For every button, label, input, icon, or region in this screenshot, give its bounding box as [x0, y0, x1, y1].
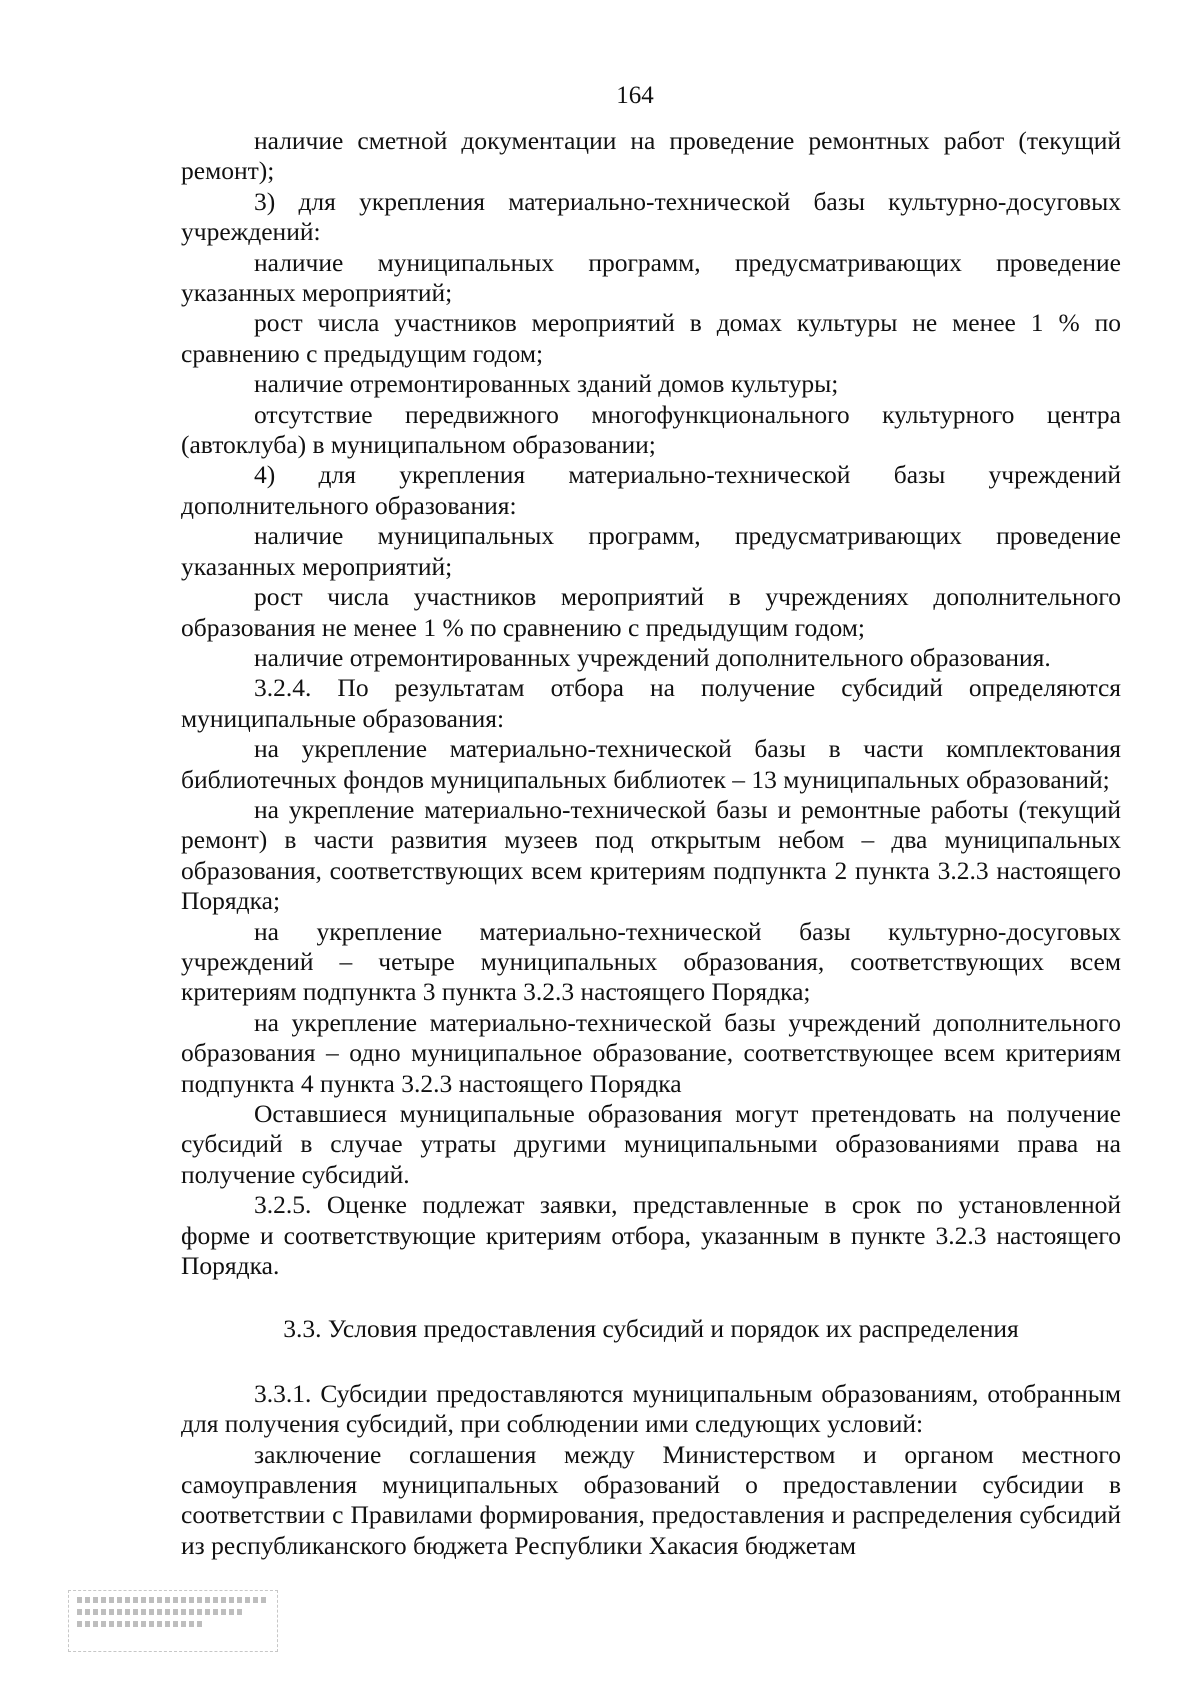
faded-stamp-image	[68, 1590, 278, 1652]
stamp-line	[77, 1621, 202, 1627]
section-heading: 3.3. Условия предоставления субсидий и порядок их распределения	[283, 1314, 1019, 1344]
paragraph: наличие отремонтированных учреждений дополнительного образования.	[254, 642, 1051, 672]
page-number: 164	[616, 82, 654, 109]
paragraph: 3) для укрепления материально-технической базы культурно-досуговых учреждений:	[181, 186, 1121, 247]
paragraph: 3.3.1. Субсидии предоставляются муниципальным образованиям, отобранным для получения субсидий, при соблюдении ими следующих условий:	[181, 1378, 1121, 1439]
paragraph: 4) для укрепления материально-технической базы учреждений дополнительного образования:	[181, 460, 1121, 520]
paragraph: на укрепление материально-технической базы учреждений дополнительного образования – одно муниципальное образование, соответствующее всем критериям подпункта 4 пункта 3.2.3 настоящего Порядка	[181, 1007, 1121, 1098]
paragraph: заключение соглашения между Министерством и органом местного самоуправления муниципальных образований о предоставлении субсидии в соответствии с Правилами формирования, предоставления и распределения субсидий из республиканского бюджета Республики Хакасия бюджетам	[181, 1439, 1121, 1560]
paragraph: Оставшиеся муниципальные образования могут претендовать на получение субсидий в случае утраты другими муниципальными образованиями права на получение субсидий.	[181, 1099, 1121, 1189]
paragraph: наличие муниципальных программ, предусматривающих проведение указанных мероприятий;	[181, 521, 1121, 581]
paragraph: наличие отремонтированных зданий домов культуры;	[254, 369, 839, 399]
paragraph: рост числа участников мероприятий в учреждениях дополнительного образования не менее 1 % по сравнению с предыдущим годом;	[181, 582, 1121, 642]
paragraph: наличие муниципальных программ, предусматривающих проведение указанных мероприятий;	[181, 247, 1121, 308]
paragraph: на укрепление материально-технической базы в части комплектования библиотечных фондов муниципальных библиотек – 13 муниципальных образований;	[181, 734, 1121, 794]
paragraph: 3.2.4. По результатам отбора на получение субсидий определяются муниципальные образования:	[181, 673, 1121, 733]
paragraph: рост числа участников мероприятий в домах культуры не менее 1 % по сравнению с предыдущим годом;	[181, 308, 1121, 368]
paragraph: на укрепление материально-технической базы и ремонтные работы (текущий ремонт) в части развития музеев под открытым небом – два муниципальных образования, соответствующих всем критериям подпункта 2 пункта 3.2.3 настоящего Порядка;	[181, 794, 1121, 916]
document-body	[181, 126, 1121, 1561]
paragraph: наличие сметной документации на проведение ремонтных работ (текущий ремонт);	[181, 126, 1121, 186]
paragraph: отсутствие передвижного многофункционального культурного центра (автоклуба) в муниципальном образовании;	[181, 399, 1121, 460]
stamp-line	[77, 1597, 269, 1603]
stamp-line	[77, 1609, 243, 1615]
paragraph: 3.2.5. Оценке подлежат заявки, представленные в срок по установленной форме и соответствующие критериям отбора, указанным в пункте 3.2.3 настоящего Порядка.	[181, 1190, 1121, 1281]
paragraph: на укрепление материально-технической базы культурно-досуговых учреждений – четыре муниципальных образования, соответствующих всем критериям подпункта 3 пункта 3.2.3 настоящего Порядка;	[181, 916, 1121, 1007]
